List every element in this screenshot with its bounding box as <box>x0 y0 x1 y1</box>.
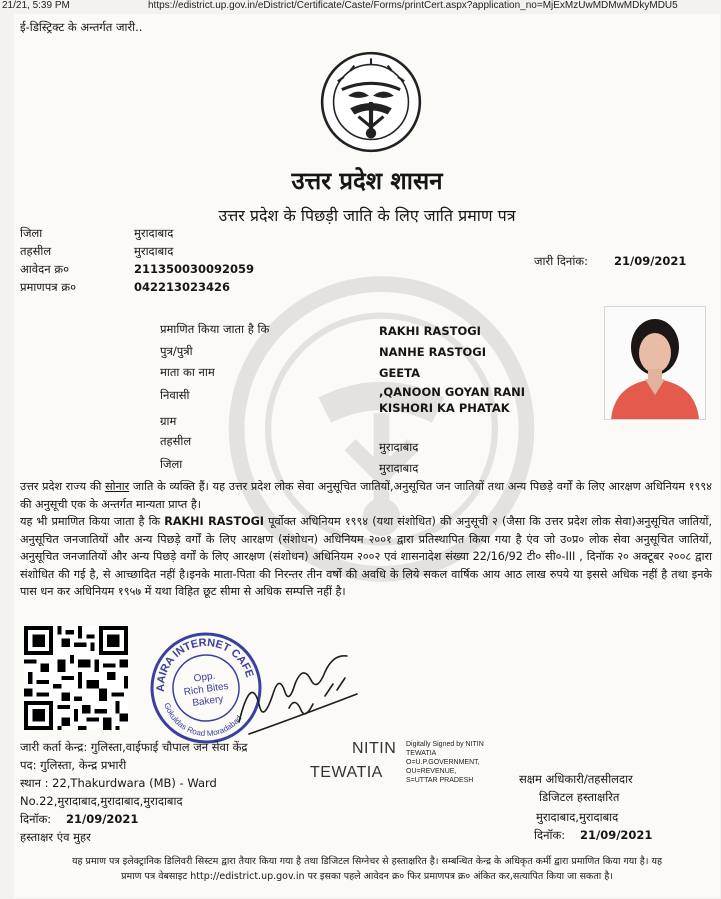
district-value: मुरादाबाद <box>134 226 174 240</box>
father-name: NANHE RASTOGI <box>379 345 487 359</box>
digisign-line-5: S=UTTAR PRADESH <box>406 777 474 784</box>
eligibility-name: RAKHI RASTOGI <box>164 515 264 528</box>
applicant-name: RAKHI RASTOGI <box>379 324 481 338</box>
caste-text-a: उत्तर प्रदेश राज्य की <box>20 480 106 493</box>
authority-date-value: 21/09/2021 <box>580 828 653 842</box>
stamp-center-2: Rich Bites <box>183 680 230 699</box>
issuer-post: पद: गुलिस्ता, केन्द्र प्रभारी <box>20 758 127 772</box>
qr-code-icon[interactable] <box>24 626 128 730</box>
government-title: उत्तर प्रदेश शासन <box>291 167 443 195</box>
caste-text-b: जाति के व्यक्ति हैं। यह उत्तर प्रदेश लोक सेवा अनुसूचित जातियों,अनुसूचित जन जातियों तथा अन्य पिछड़े वर्गों के लिए आरक्षण अधिनियम १९९४ की अनुसूची एक के अन्तर्गत मान्यता प्राप्त है। <box>20 480 712 511</box>
eligibility-text-b: पूर्वोक्त अधिनियम १९९४ (यथा संशोधित) की अनुसूची २ (जैसा कि उत्तर प्रदेश लोक सेवा)अनुसूचित जातियों, अनुसूचित जनजातियों और अन्य पिछड़े वर्गों के लिए आरक्षण (संशोधन) अधिनियम २००१ द्वारा प्रतिस्थापित किया गया है एंव जो उ०प्र० लोक सेवा अनुसूचित जातियों, अनुसूचित जनजातियों और अन्य पिछड़े वर्गों के लिए आरक्षण (संशोधन) अधिनियम २००२ एवं शासनादेश संख्या 22/16/92 टी० सी०-III , दिनॉक २० अक्टूबर २००८ द्वारा संशोधित की गई है, से आच्छादित नहीं है।इनके माता-पिता की निरन्तर तीन वर्षो की अवधि के लिये सकल वार्षिक आय आठ लाख रुपये या इससे अधिक नहीं है तथा इनके पास धन कर अधिनियम १९५७ में यथा विहित छूट सीमा से अधिक सम्पत्ति नहीं है। <box>20 515 712 598</box>
residence-line-1: ,QANOON GOYAN RANI <box>379 385 526 399</box>
stamp-center-1: Opp. <box>193 670 217 685</box>
issuer-date-label: दिनॉक: <box>20 812 52 826</box>
residence-line-2: KISHORI KA PHATAK <box>379 401 510 415</box>
caste-paragraph <box>20 478 712 513</box>
digital-signer-first: NITIN <box>352 740 397 757</box>
applicant-tehsil-value: मुरादाबाद <box>379 440 419 454</box>
browser-header <box>0 0 721 14</box>
issuer-place-2: No.22,मुरादाबाद,मुरादाबाद,मुरादाबाद <box>20 794 183 808</box>
footer-line-2: प्रमाण पत्र वेबसाइट http://edistrict.up.gov.in पर इसका पहले आवेदन क्र० फिर प्रमाणपत्र क्र० अंकित कर,सत्यापित किया जा सकता है। <box>121 871 613 882</box>
digisign-line-3: O=U.P.GOVERNMENT, <box>406 759 480 766</box>
applicant-tehsil-label: तहसील <box>160 434 192 448</box>
village-label: ग्राम <box>160 414 177 428</box>
certificate-page <box>14 14 720 898</box>
application-number: 211350030092059 <box>134 262 255 276</box>
mother-label: माता का नाम <box>160 365 215 379</box>
authority-date-label: दिनॉक: <box>534 828 566 842</box>
mother-name: GEETA <box>379 366 421 380</box>
authority-title: सक्षम अधिकारी/तहसीलदार <box>519 772 633 786</box>
issue-date-label: जारी दिनांक: <box>534 254 589 268</box>
district-label: जिला <box>20 226 43 240</box>
up-government-emblem-icon <box>319 50 423 154</box>
issuer-place-1: स्थान : 22,Thakurdwara (MB) - Ward <box>20 776 217 790</box>
page-url[interactable]: https://edistrict.up.gov.in/eDistrict/Certificate/Caste/Forms/printCert.aspx?application_no=MjExMzUwMDMwMDkyMDU5 <box>148 0 678 11</box>
applicant-district-value: मुरादाबाद <box>379 461 419 475</box>
footer-line-1: यह प्रमाण पत्र इलेक्ट्रानिक डिलिवरी सिस्टम द्वारा तैयार किया गया है तथा डिजिटल सिग्नेचर से हस्ताक्षरित है। सम्बन्धित केन्द्र के अधिकृत कर्मी द्वारा प्रमाणित किया गया है। यह <box>71 856 663 867</box>
digisign-line-1: Digitally Signed by NITIN <box>406 741 484 748</box>
stamp-ring-text: AAIRA INTERNET CAFE <box>154 636 256 692</box>
applicant-photo <box>604 306 706 420</box>
application-label: आवेदन क्र० <box>20 262 70 276</box>
issued-under-text: ई-डिस्ट्रिक्ट के अन्तर्गत जारी.. <box>20 20 143 34</box>
stamp-center-3: Bakery <box>191 693 225 709</box>
eligibility-text-a: यह भी प्रमाणित किया जाता है कि <box>20 515 165 528</box>
authority-place: मुरादाबाद,मुरादाबाद <box>536 810 619 824</box>
stamp-ring-bottom: Gokuldas Road Moradabad <box>162 701 244 739</box>
residence-label: निवासी <box>160 388 190 402</box>
eligibility-paragraph <box>20 513 712 601</box>
signature-label: हस्ताक्षर एंव मुहर <box>20 830 91 844</box>
issue-date-value: 21/09/2021 <box>614 254 687 268</box>
certificate-body <box>20 478 712 601</box>
certificate-number: 042213023426 <box>134 280 231 294</box>
digisign-line-4: OU=REVENUE, <box>406 768 457 775</box>
print-time: 21/21, 5:39 PM <box>2 0 70 11</box>
verification-footer <box>18 854 716 884</box>
digital-signature-details <box>406 740 484 785</box>
caste-name: सोनार <box>105 480 130 493</box>
authority-digital-sign: डिजिटल हस्ताक्षरित <box>539 790 620 804</box>
tehsil-value: मुरादाबाद <box>134 244 174 258</box>
applicant-photo-image <box>605 307 705 419</box>
issuing-center: जारी कर्ता केन्द्र: गुलिस्ता,वाईफाई चौपाल जन सेवा केंद्र <box>20 740 248 754</box>
digital-signer-last: TEWATIA <box>310 764 383 781</box>
certificate-label: प्रमाणपत्र क्र० <box>20 280 77 294</box>
issuer-date-value: 21/09/2021 <box>66 812 139 826</box>
certify-label: प्रमाणित किया जाता है कि <box>160 322 270 336</box>
tehsil-label: तहसील <box>20 244 52 258</box>
handwritten-signature-icon <box>229 634 369 744</box>
digisign-line-2: TEWATIA <box>406 750 437 757</box>
relation-label: पुत्र/पुत्री <box>160 344 193 358</box>
applicant-district-label: जिला <box>160 457 183 471</box>
certificate-title: उत्तर प्रदेश के पिछड़ी जाति के लिए जाति प्रमाण पत्र <box>218 206 516 225</box>
